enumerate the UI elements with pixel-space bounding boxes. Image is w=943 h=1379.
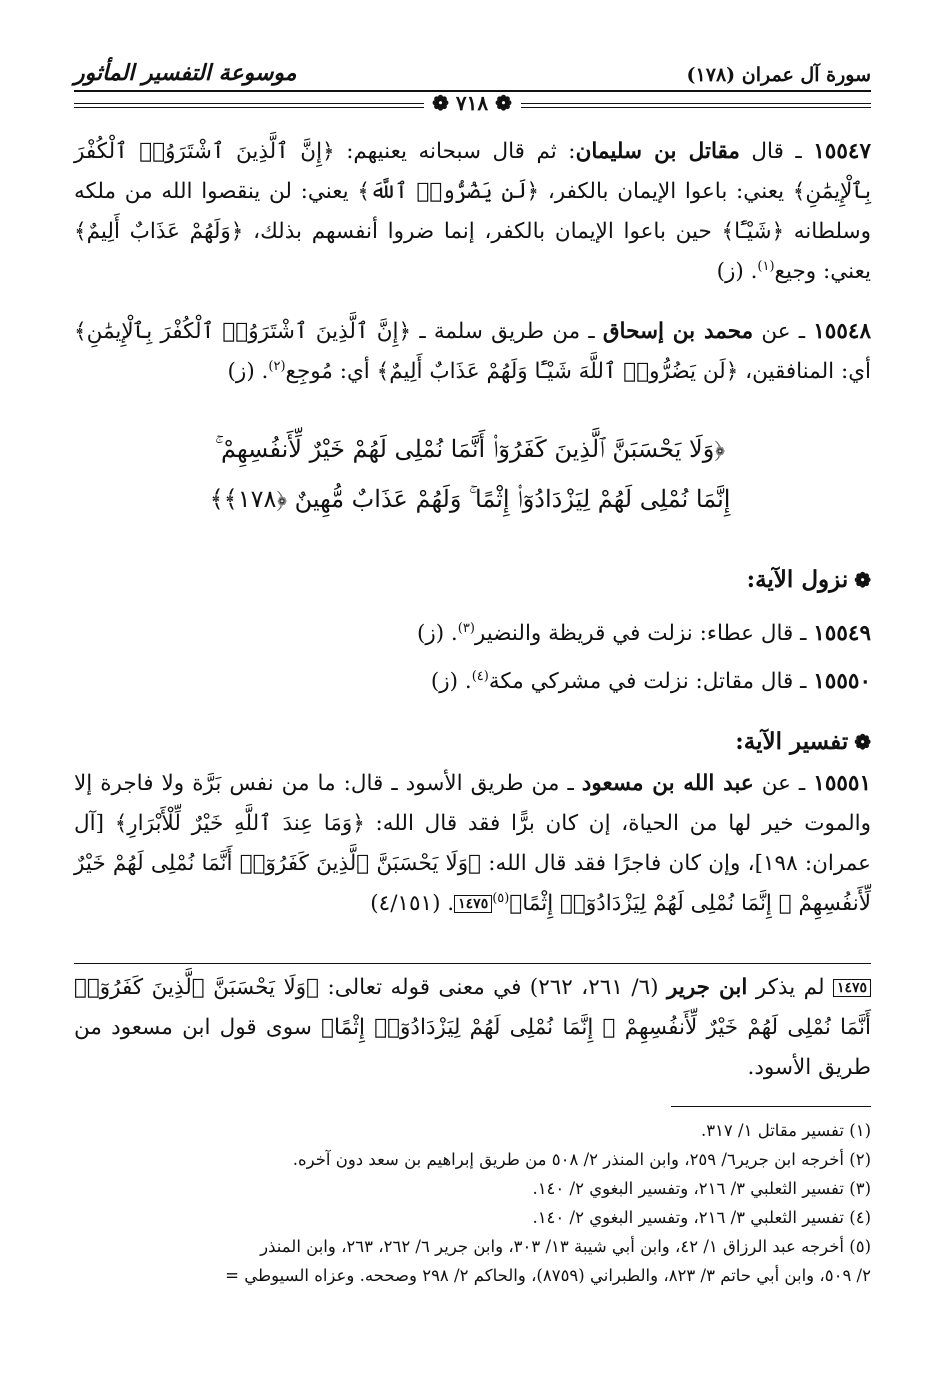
narration-number: ١٥٥٤٩ bbox=[813, 621, 871, 646]
flower-icon: ❁ bbox=[854, 730, 871, 754]
quran-quote: ﴿لَن يَضُرُّوا۟ ٱللَّهَ شَيْـًٔا وَلَهُمْ عَذَابٌ أَلِيمٌ﴾ bbox=[376, 359, 739, 384]
scholar-name: ابن جرير bbox=[666, 975, 748, 1000]
narration-15549: ١٥٥٤٩ ـ قال عطاء: نزلت في قريظة والنضير$^{(٣)}$. (ز) bbox=[416, 620, 871, 646]
verse-block bbox=[150, 424, 790, 536]
commentary-number-box: ١٤٧٥ bbox=[833, 979, 871, 997]
section-heading-tafsir bbox=[735, 728, 871, 755]
footnote-ref: (٥) bbox=[492, 890, 510, 906]
narrator-name: مقاتل بن سليمان bbox=[575, 139, 740, 164]
commentary-divider bbox=[74, 963, 871, 964]
commentary-1475: ١٤٧٥ لم يذكر ابن جرير (٦/ ٢٦١، ٢٦٢) في معنى قوله تعالى: ﴿وَلَا يَحْسَبَنَّ ٱلَّذِينَ كَفَرُوٓا۟ أَنَّمَا نُمْلِى لَهُمْ خَيْرٌ لِّأَنفُسِهِمْ ۚ إِنَّمَا نُمْلِى لَهُمْ لِيَزْدَادُوٓا۟ إِثْمًا﴾ سوى قول ابن مسعود من طريق الأسود. bbox=[74, 975, 871, 1080]
footnote-1: (١) تفسير مقاتل ١/ ٣١٧. bbox=[700, 1121, 871, 1140]
narration-number: ١٥٥٥١ bbox=[813, 771, 872, 796]
quran-quote: ﴿شَيْـًٔا﴾ bbox=[721, 219, 785, 244]
narration-15547: ١٥٥٤٧ ـ قال مقاتل بن سليمان: ثم قال سبحانه يعنيهم: ﴿إِنَّ ٱلَّذِينَ ٱشْتَرَوُا۟ ٱلْكُفْرَ بِٱلْإِيمَٰنِ﴾ يعني: باعوا الإيمان بالكفر، ﴿لَن يَضُرُّوا۟ ٱللَّهَ﴾ يعني: لن ينقصوا الله من ملكه وسلطانه ﴿شَيْـًٔا﴾ حين باعوا الإيمان بالكفر، إنما ضروا أنفسهم بذلك، ﴿وَلَهُمْ عَذَابٌ أَلِيمٌ﴾ يعني: وجيع$^{(١)}$. (ز) bbox=[74, 139, 871, 284]
footnote-2: (٢) أخرجه ابن جرير٦/ ٢٥٩، وابن المنذر ٢/ ٥٠٨ من طريق إبراهيم بن سعد دون آخره. bbox=[292, 1150, 871, 1169]
flower-icon: ❁ bbox=[854, 568, 871, 592]
quran-quote: ﴿وَلَهُمْ عَذَابٌ أَلِيمٌ﴾ bbox=[74, 219, 244, 244]
quran-quote: ﴿وَلَا يَحْسَبَنَّ ٱلَّذِينَ كَفَرُوٓا۟ أَنَّمَا نُمْلِى لَهُمْ خَيْرٌ لِّأَنفُسِهِمْ ۚ إِنَّمَا نُمْلِى لَهُمْ لِيَزْدَادُوٓا۟ إِثْمًا﴾ bbox=[74, 975, 871, 1040]
footnote-5: (٥) أخرجه عبد الرزاق ١/ ٤٢، وابن أبي شيبة ١٣/ ٣٠٣، وابن جرير ٦/ ٢٦٢، ٢٦٣، وابن المنذر bbox=[260, 1237, 871, 1256]
narrator-name: محمد بن إسحاق bbox=[602, 319, 754, 344]
narration-15551: ١٥٥٥١ ـ عن عبد الله بن مسعود ـ من طريق الأسود ـ قال: ما من نفس بَرَّة ولا فاجرة إلا والموت خير لها من الحياة، إن كان برًّا فقد قال الله: ﴿وَمَا عِندَ ٱللَّهِ خَيْرٌ لِّلْأَبْرَارِ﴾ [آل عمران: ١٩٨]، وإن كان فاجرًا فقد قال الله: ﴿وَلَا يَحْسَبَنَّ ٱلَّذِينَ كَفَرُوٓا۟ أَنَّمَا نُمْلِى لَهُمْ خَيْرٌ لِّأَنفُسِهِمْ ۚ إِنَّمَا نُمْلِى لَهُمْ لِيَزْدَادُوٓا۟ إِثْمًا﴾$^{(٥)}$١٤٧٥. (٤/١٥١) bbox=[74, 771, 872, 916]
page-number: ❁ ٧١٨ ❁ bbox=[432, 91, 512, 115]
commentary-ref-box: ١٤٧٥ bbox=[454, 895, 492, 913]
footnote-rule bbox=[671, 1106, 871, 1107]
quran-quote: ﴿لَن يَضُرُّوا۟ ٱللَّهَ﴾ bbox=[357, 179, 540, 204]
footnotes bbox=[74, 1116, 871, 1290]
running-header-book-title: موسوعة التفسير المأثور bbox=[74, 60, 297, 86]
section-title: تفسير الآية: bbox=[735, 728, 849, 755]
verse-line-2: إِنَّمَا نُمْلِى لَهُمْ لِيَزْدَادُوٓا۟ إِثْمًا ۚ وَلَهُمْ عَذَابٌ مُّهِينٌ ﴿١٧٨﴾﴾ bbox=[209, 485, 731, 513]
verse-line-1: ﴿وَلَا يَحْسَبَنَّ ٱلَّذِينَ كَفَرُوٓا۟ أَنَّمَا نُمْلِى لَهُمْ خَيْرٌ لِّأَنفُسِهِمْ ۚ bbox=[215, 435, 725, 463]
header-double-rule-right bbox=[521, 103, 871, 108]
section-heading-revelation bbox=[747, 566, 871, 593]
narration-number: ١٥٥٤٨ bbox=[813, 319, 871, 344]
narrator-name: عبد الله بن مسعود bbox=[581, 771, 754, 796]
footnote-ref: (١) bbox=[757, 258, 775, 274]
quran-quote: ﴿وَمَا عِندَ ٱللَّهِ خَيْرٌ لِّلْأَبْرَارِ﴾ bbox=[114, 811, 365, 836]
narration-15550: ١٥٥٥٠ ـ قال مقاتل: نزلت في مشركي مكة$^{(٤)}$. (ز) bbox=[430, 668, 871, 694]
quran-quote: ﴿إِنَّ ٱلَّذِينَ ٱشْتَرَوُا۟ ٱلْكُفْرَ بِٱلْإِيمَٰنِ﴾ bbox=[74, 139, 871, 204]
footnote-5-continued: ٢/ ٥٠٩، وابن أبي حاتم ٣/ ٨٢٣، والطبراني (٨٧٥٩)، والحاكم ٢/ ٢٩٨ وصححه. وعزاه السيوطي = bbox=[225, 1266, 871, 1285]
footnote-ref: (٣) bbox=[457, 620, 475, 636]
narration-15548: ١٥٥٤٨ ـ عن محمد بن إسحاق ـ من طريق سلمة ـ ﴿إِنَّ ٱلَّذِينَ ٱشْتَرَوُا۟ ٱلْكُفْرَ بِٱلْإِيمَٰنِ﴾ أي: المنافقين، ﴿لَن يَضُرُّوا۟ ٱللَّهَ شَيْـًٔا وَلَهُمْ عَذَابٌ أَلِيمٌ﴾ أي: مُوجِع$^{(٢)}$. (ز) bbox=[74, 319, 871, 384]
verse-reference: [آل عمران: ١٩٨] bbox=[74, 811, 871, 876]
footnote-4: (٤) تفسير الثعلبي ٣/ ٢١٦، وتفسير البغوي ٢/ ١٤٠. bbox=[532, 1208, 871, 1227]
section-title: نزول الآية: bbox=[746, 566, 849, 593]
narration-number: ١٥٥٤٧ bbox=[813, 139, 871, 164]
footnote-ref: (٤) bbox=[471, 668, 489, 684]
quran-quote: ﴿وَلَا يَحْسَبَنَّ ٱلَّذِينَ كَفَرُوٓا۟ أَنَّمَا نُمْلِى لَهُمْ خَيْرٌ لِّأَنفُسِهِمْ ۚ إِنَّمَا نُمْلِى لَهُمْ لِيَزْدَادُوٓا۟ إِثْمًا﴾ bbox=[74, 851, 871, 916]
running-header-surah: سورة آل عمران (١٧٨) bbox=[686, 64, 871, 86]
footnote-3: (٣) تفسير الثعلبي ٣/ ٢١٦، وتفسير البغوي ٢/ ١٤٠. bbox=[532, 1179, 871, 1198]
footnote-ref: (٢) bbox=[268, 358, 286, 374]
quran-quote: ﴿إِنَّ ٱلَّذِينَ ٱشْتَرَوُا۟ ٱلْكُفْرَ بِٱلْإِيمَٰنِ﴾ bbox=[74, 319, 412, 344]
narration-number: ١٥٥٥٠ bbox=[813, 669, 871, 694]
header-double-rule-left bbox=[74, 103, 424, 108]
